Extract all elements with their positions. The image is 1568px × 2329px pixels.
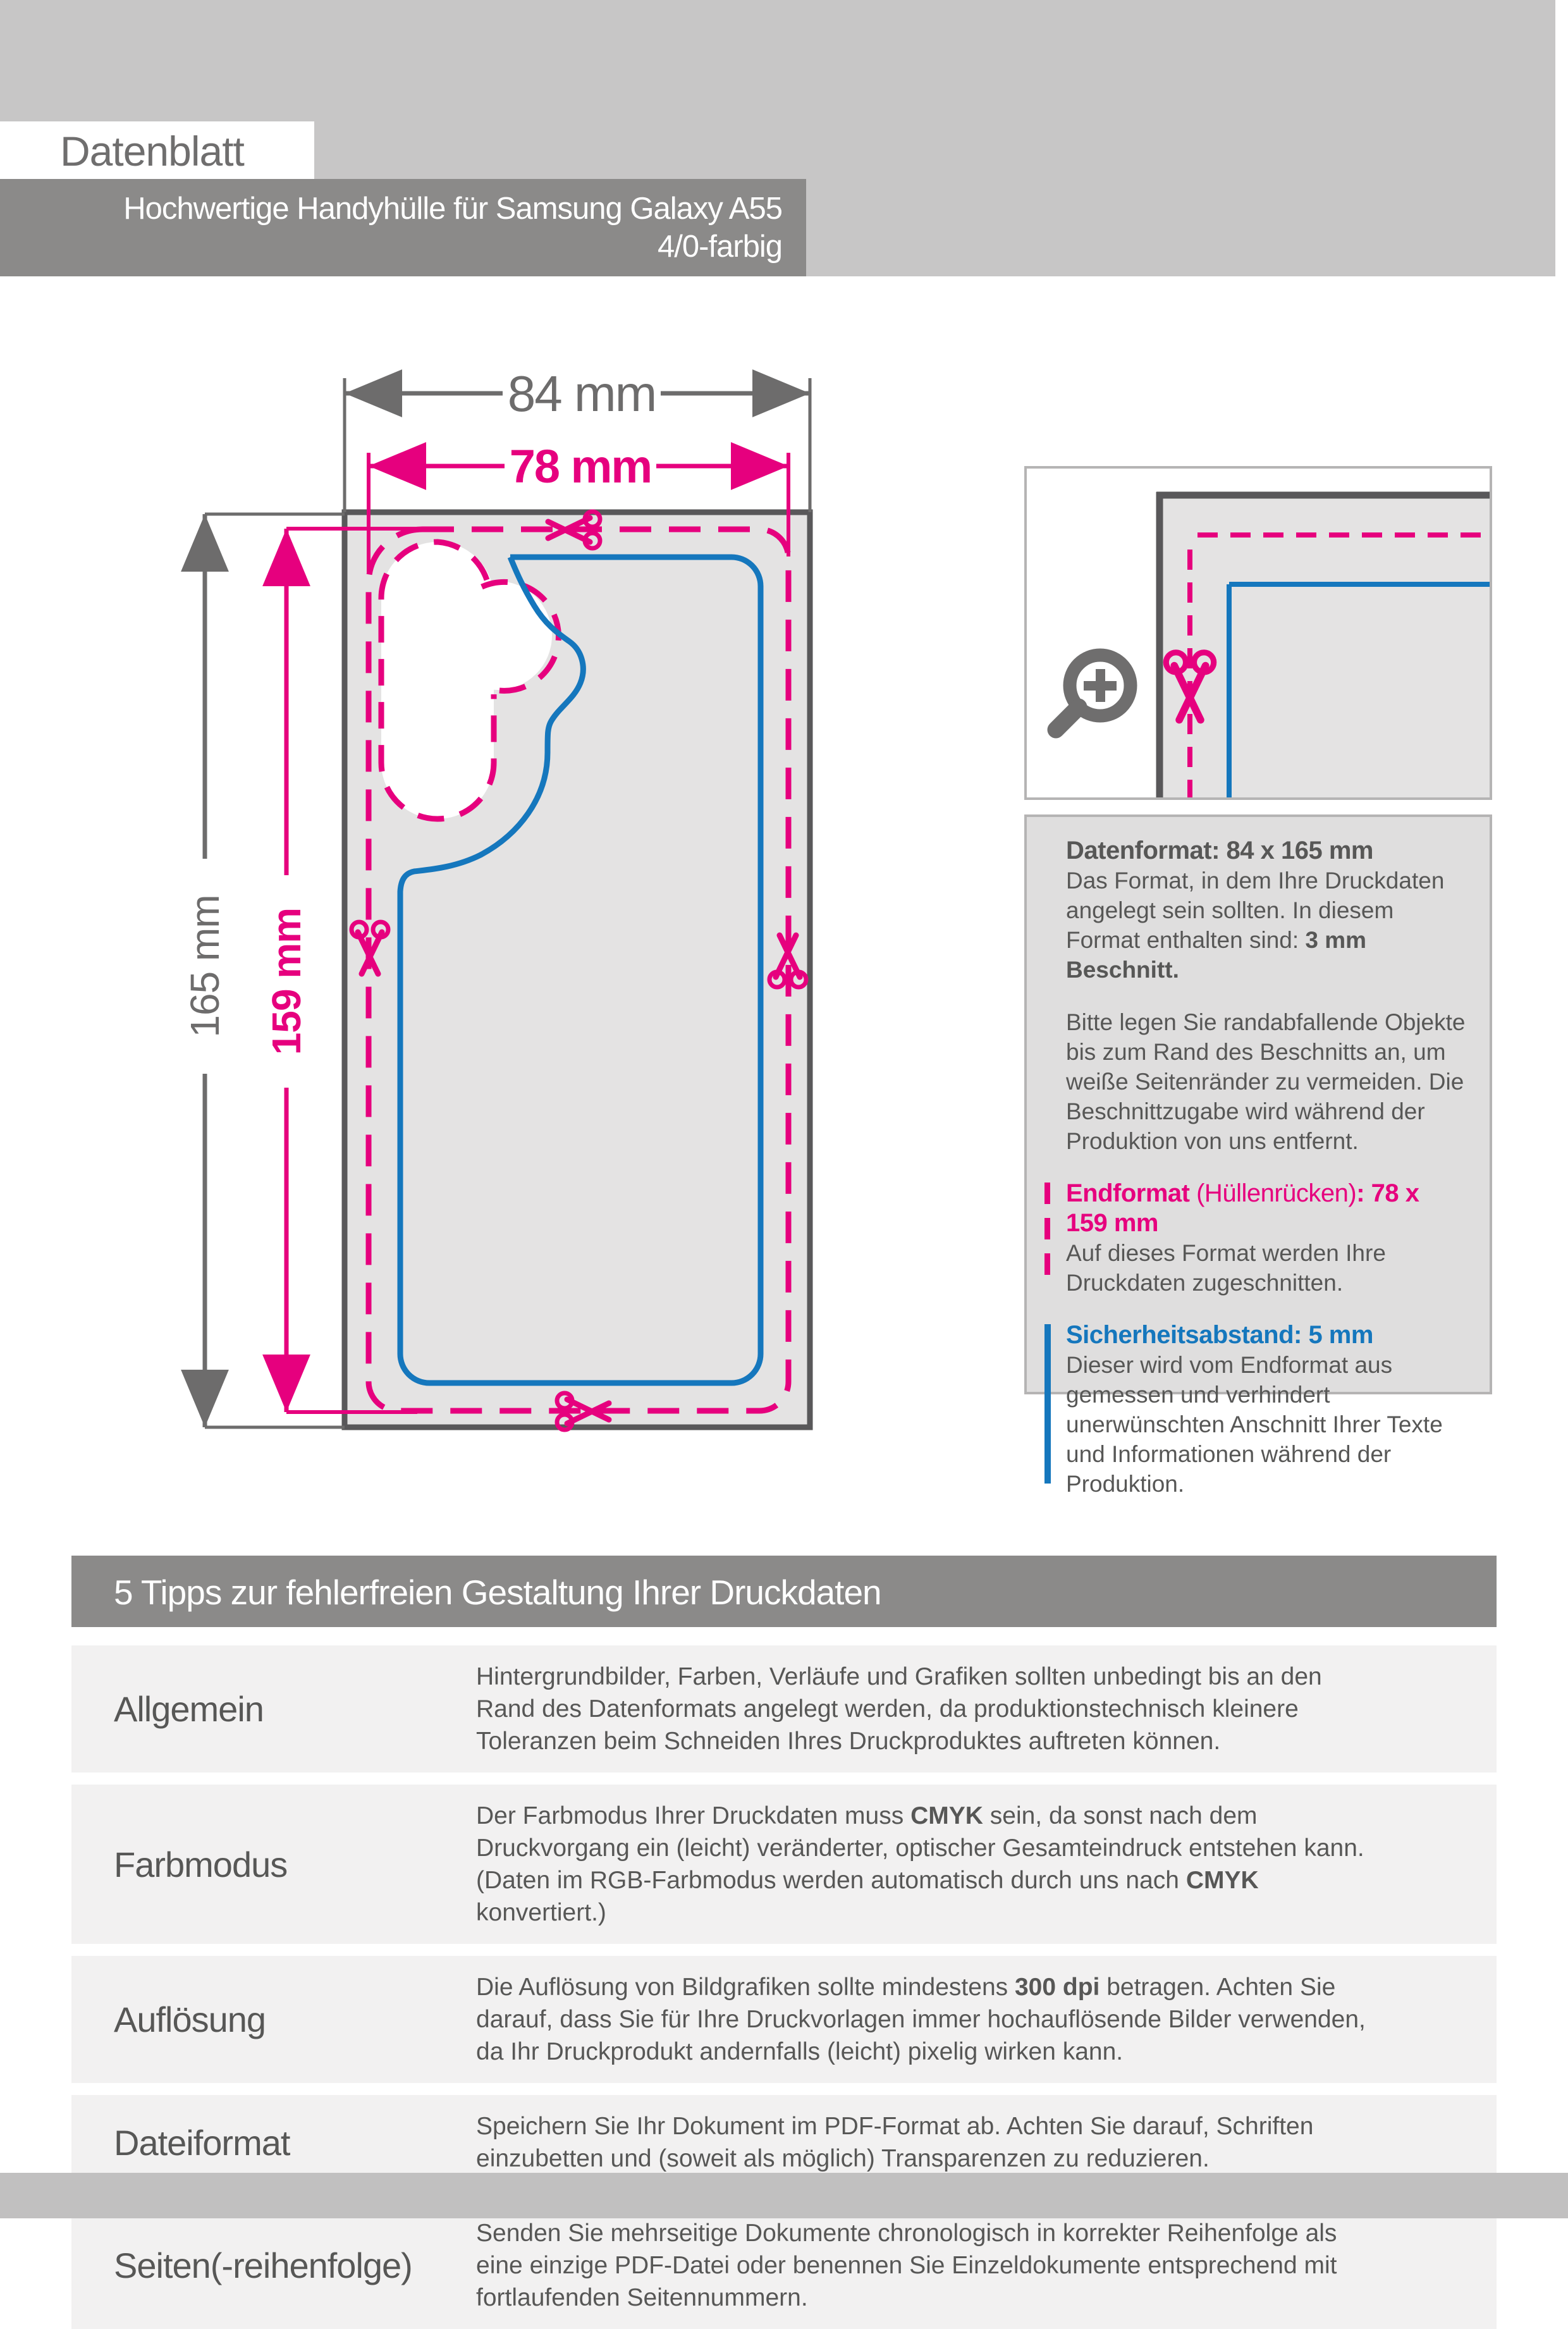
tip-text: Speichern Sie Ihr Dokument im PDF-Format ab. Achten Sie darauf, Schriften einzubetten und (soweit als möglich) Transparenzen zu reduzieren. bbox=[476, 2113, 1314, 2172]
legend-bleed-note-text: Bitte legen Sie randabfallende Objekte bis zum Rand des Beschnitts an, um weiße Seitenränder zu vermeiden. Die Beschnittzugabe wird während der Produktion von uns entfernt. bbox=[1066, 1009, 1466, 1154]
mini-datenformat-fill bbox=[1160, 495, 1490, 797]
safety-marker-line bbox=[1044, 1324, 1051, 1484]
dim-165mm-label: 165 mm bbox=[182, 895, 228, 1038]
legend-panel bbox=[1024, 814, 1492, 1497]
zoom-detail-box bbox=[1024, 466, 1492, 800]
tip-row-aufloesung bbox=[71, 1956, 1497, 2083]
legend-endformat-text: Auf dieses Format werden Ihre Druckdaten zugeschnitten. bbox=[1066, 1240, 1386, 1296]
tip-label: Dateiformat bbox=[114, 2122, 290, 2163]
tip-label: Auflösung bbox=[114, 2000, 266, 2039]
legend-endformat-heading: Endformat (Hüllenrücken): 78 x 159 mm bbox=[1066, 1179, 1419, 1237]
magnifier-icon bbox=[1056, 655, 1130, 730]
tip-row-farbmodus bbox=[71, 1785, 1497, 1944]
endformat-marker-line bbox=[1044, 1183, 1050, 1277]
legend-safety-text: Dieser wird vom Endformat aus gemessen und verhindert unerwünschten Anschnitt Ihrer Texte und Informationen während der Produktion. bbox=[1066, 1352, 1443, 1497]
template-diagram bbox=[152, 348, 860, 1486]
tip-label: Seiten(-reihenfolge) bbox=[114, 2246, 412, 2285]
tip-label: Allgemein bbox=[114, 1689, 264, 1729]
zoom-detail-diagram bbox=[1027, 469, 1490, 797]
legend-endformat bbox=[1066, 1179, 1467, 1298]
legend-bleed-note bbox=[1066, 1007, 1467, 1156]
dim-84mm-label: 84 mm bbox=[507, 366, 656, 422]
product-title: Hochwertige Handyhülle für Samsung Galaxy A55 bbox=[123, 192, 782, 226]
footer-band bbox=[0, 2173, 1568, 2218]
legend-safety-heading: Sicherheitsabstand: 5 mm bbox=[1066, 1321, 1373, 1349]
tip-row-seitenreihenfolge bbox=[71, 2202, 1497, 2329]
tip-text: Die Auflösung von Bildgrafiken sollte mindestens 300 dpi betragen. Achten Sie darauf, dass Sie für Ihre Druckvorlagen immer hochauflösende Bilder verwenden, da Ihr Druckprodukt andernfalls (leicht) pixelig wirken kann. bbox=[476, 1974, 1366, 2065]
tips-title: 5 Tipps zur fehlerfreien Gestaltung Ihrer Druckdaten bbox=[114, 1573, 881, 1612]
color-spec: 4/0-farbig bbox=[657, 230, 782, 264]
dim-165mm-label-group bbox=[176, 859, 234, 1074]
tip-text: Hintergrundbilder, Farben, Verläufe und Grafiken sollten unbedingt bis an den Rand des Datenformats angelegt werden, da produktionstechnisch kleinere Toleranzen beim Schneiden Ihres Druckproduktes auftreten können. bbox=[476, 1663, 1322, 1755]
tip-text: Der Farbmodus Ihrer Druckdaten muss CMYK sein, da sonst nach dem Druckvorgang ein (leicht) veränderter, optischer Gesamteindruck entstehen kann. (Daten im RGB-Farbmodus werden automatisch durch uns nach CMYK konvertiert.) bbox=[476, 1802, 1364, 1926]
legend-datenformat bbox=[1066, 836, 1467, 985]
sheet-label-box bbox=[0, 121, 314, 179]
tip-label: Farbmodus bbox=[114, 1844, 288, 1884]
sheet-label: Datenblatt bbox=[60, 128, 244, 175]
legend-safety bbox=[1066, 1320, 1467, 1499]
dim-159mm-label-group bbox=[259, 875, 314, 1088]
legend-datenformat-heading: Datenformat: 84 x 165 mm bbox=[1066, 837, 1373, 864]
tip-row-allgemein bbox=[71, 1645, 1497, 1773]
product-title-band bbox=[0, 179, 806, 276]
dim-159mm-label: 159 mm bbox=[264, 907, 309, 1055]
legend-datenformat-text: Das Format, in dem Ihre Druckdaten angelegt sein sollten. In diesem Format enthalten sind: 3 mm Beschnitt. bbox=[1066, 868, 1445, 983]
tips-rows bbox=[71, 1645, 1497, 2329]
tip-text: Senden Sie mehrseitige Dokumente chronologisch in korrekter Reihenfolge als eine einzige PDF-Datei oder benennen Sie Einzeldokumente entsprechend mit fortlaufenden Seitennummern. bbox=[476, 2220, 1337, 2311]
dim-78mm-label: 78 mm bbox=[509, 440, 652, 493]
tips-header-band bbox=[71, 1556, 1497, 1627]
